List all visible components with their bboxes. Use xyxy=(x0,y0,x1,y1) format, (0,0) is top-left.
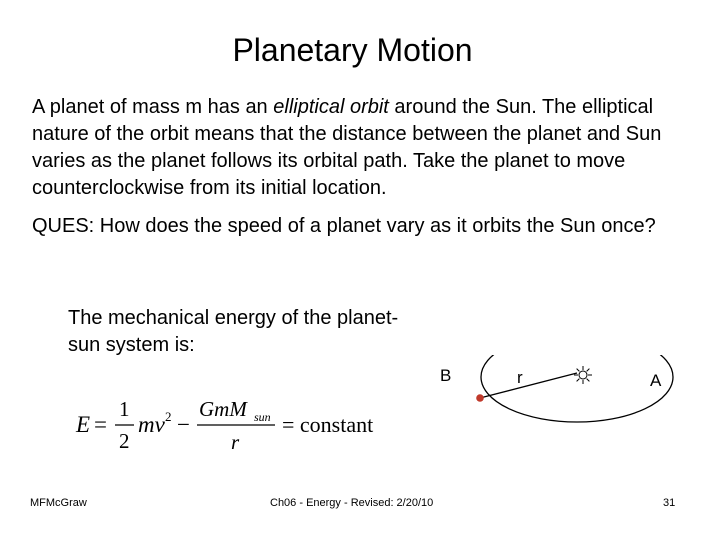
intro-paragraph xyxy=(32,94,692,202)
intro-text-1: A planet of mass m has an xyxy=(32,96,274,118)
intro-emphasis: elliptical orbit xyxy=(273,96,389,118)
label-r: r xyxy=(517,368,523,387)
planet-dot xyxy=(476,394,484,402)
label-B: B xyxy=(440,366,452,385)
eq-two: 2 xyxy=(119,429,130,453)
footer-author: MFMcGraw xyxy=(30,497,87,509)
eq-squared: 2 xyxy=(165,409,172,424)
eq-r: r xyxy=(231,430,240,454)
slide-title: Planetary Motion xyxy=(232,32,473,68)
footer-chapter: Ch06 - Energy - Revised: 2/20/10 xyxy=(270,497,434,509)
footer-page-number: 31 xyxy=(663,497,676,509)
label-A: A xyxy=(650,371,662,390)
eq-one: 1 xyxy=(119,397,130,421)
eq-minus: − xyxy=(177,412,190,437)
energy-equation xyxy=(74,392,394,458)
eq-E: E xyxy=(76,412,91,437)
eq-equals-constant: = constant xyxy=(282,412,374,437)
orbit-diagram xyxy=(430,355,710,455)
sun-icon xyxy=(574,366,592,384)
intro-text-2: around the Sun. The elliptical nature of the orbit means that the distance between the planet and Sun varies as the planet follows its orbital path. Take the planet to move counterclockwise from its initial location. xyxy=(32,96,662,199)
orbit-ellipse xyxy=(481,355,673,422)
energy-statement: The mechanical energy of the planet-sun system is: xyxy=(68,307,399,356)
eq-equals-1: = xyxy=(94,412,107,437)
radius-line xyxy=(480,373,577,398)
question-text: QUES: How does the speed of a planet vary as it orbits the Sun once? xyxy=(32,215,656,237)
eq-GmM: GmM xyxy=(199,397,247,421)
eq-mv: mv xyxy=(138,412,165,437)
eq-sun-subscript: sun xyxy=(254,410,271,424)
